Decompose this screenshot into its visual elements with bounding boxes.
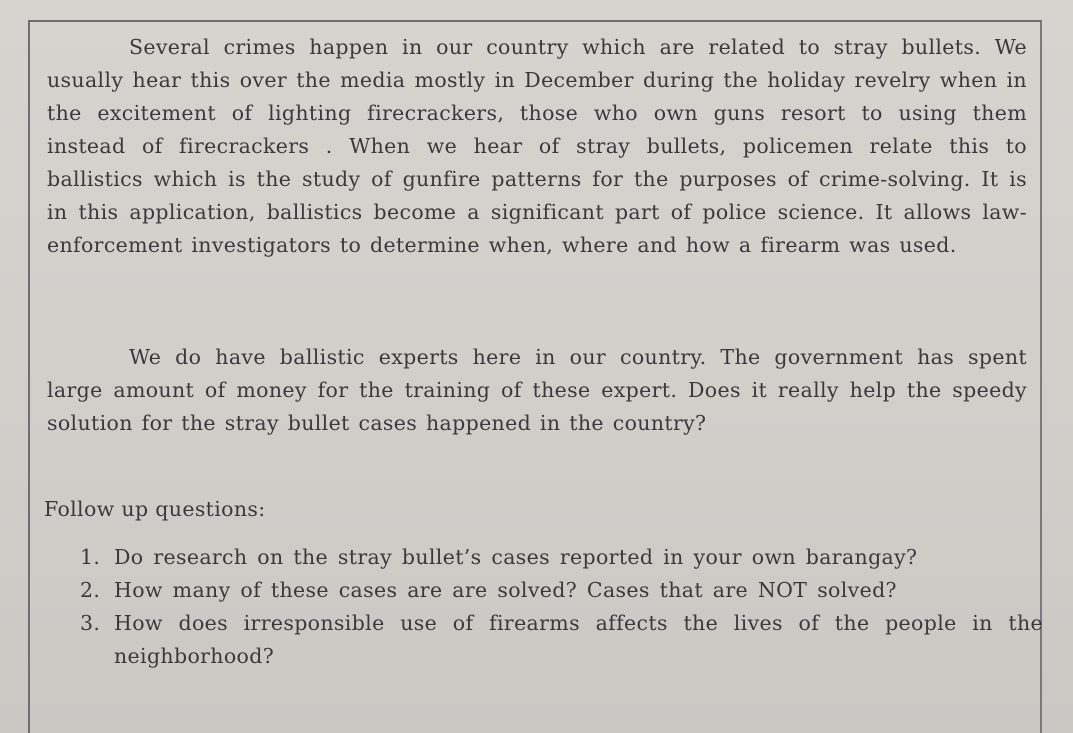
question-number: 3. — [80, 611, 101, 635]
question-text: How does irresponsible use of firearms affects the lives of the people in the neighborhood? — [114, 611, 1043, 668]
question-number: 1. — [80, 545, 101, 569]
followup-heading: Follow up questions: — [44, 497, 266, 521]
question-text: How many of these cases are are solved? Cases that are NOT solved? — [114, 578, 897, 602]
question-number: 2. — [80, 578, 101, 602]
paragraph-ballistic-experts: We do have ballistic experts here in our country. The government has spent large amount of money for the training of these expert. Does it really help the speedy solution for the stray bullet cases happened in the country? — [47, 345, 1027, 435]
paragraph-stray-bullets: Several crimes happen in our country which are related to stray bullets. We usually hear this over the media mostly in December during the holiday revelry when in the excitement of lighting firecrackers, those who own guns resort to using them instead of firecrackers . When we hear of stray bullets, policemen relate this to ballistics which is the study of gunfire patterns for the purposes of crime-solving. It is in this application, ballistics become a significant part of police science. It allows law-enforcement investigators to determine when, where and how a firearm was used. — [47, 35, 1027, 257]
list-item — [78, 541, 1043, 574]
question-text: Do research on the stray bullet’s cases reported in your own barangay? — [114, 545, 918, 569]
question-list — [78, 541, 1043, 673]
list-item — [78, 574, 1043, 607]
list-item — [78, 607, 1043, 673]
